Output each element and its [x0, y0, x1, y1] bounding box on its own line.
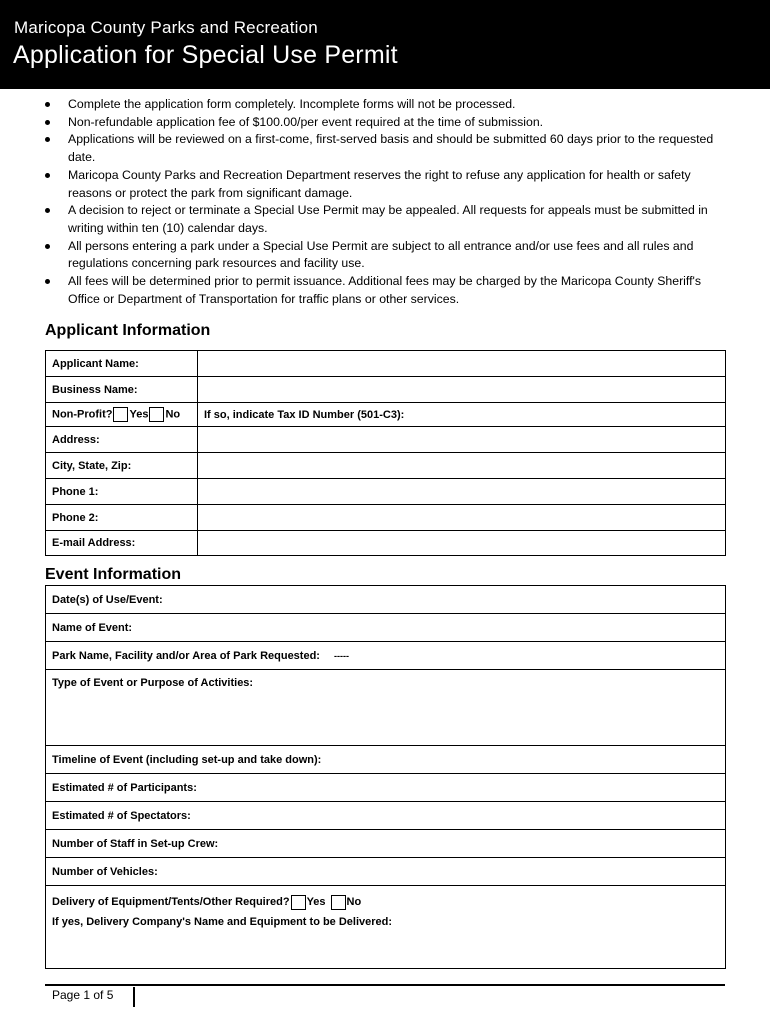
phone2-field[interactable] — [198, 505, 726, 531]
email-label: E-mail Address: — [46, 531, 198, 556]
delivery-yes-checkbox[interactable] — [291, 895, 306, 910]
timeline-label: Timeline of Event (including set-up and take down): — [52, 753, 322, 766]
table-row — [46, 642, 726, 670]
bullet-icon — [45, 120, 50, 125]
event-name-label: Name of Event: — [52, 621, 133, 634]
delivery-company-label[interactable]: If yes, Delivery Company's Name and Equipment to be Delivered: — [52, 916, 393, 928]
footer-bar — [133, 987, 135, 1007]
park-requested-label: Park Name, Facility and/or Area of Park Requested: — [52, 649, 320, 662]
spectators-field[interactable] — [46, 802, 726, 830]
event-table — [45, 585, 726, 969]
table-row — [46, 858, 726, 886]
table-row — [46, 830, 726, 858]
page-header — [0, 0, 770, 89]
non-profit-label: Non-Profit? — [52, 408, 113, 421]
non-profit-yes-checkbox[interactable] — [113, 407, 128, 422]
event-type-label: Type of Event or Purpose of Activities: — [52, 677, 254, 689]
non-profit-yes-label: Yes — [129, 408, 149, 421]
park-requested-value: ----- — [333, 650, 349, 661]
page-number: Page 1 of 5 — [52, 988, 114, 1002]
phone1-label: Phone 1: — [46, 479, 198, 505]
applicant-table — [45, 350, 726, 556]
delivery-field — [46, 886, 726, 969]
applicant-section-title: Applicant Information — [45, 322, 211, 339]
table-row — [46, 774, 726, 802]
delivery-label: Delivery of Equipment/Tents/Other Required? — [52, 896, 290, 909]
instruction-item: A decision to reject or terminate a Special Use Permit may be appealed. All requests for appeals must be submitted in writing within ten (10) calendar days. — [0, 202, 730, 237]
instruction-item: All persons entering a park under a Special Use Permit are subject to all entrance and/or use fees and all rules and regulations concerning park resources and facility use. — [0, 238, 730, 273]
table-row — [46, 746, 726, 774]
non-profit-no-checkbox[interactable] — [149, 407, 164, 422]
page-title: Application for Special Use Permit — [13, 41, 398, 69]
org-name: Maricopa County Parks and Recreation — [14, 18, 318, 37]
table-row — [46, 403, 726, 427]
spectators-label: Estimated # of Spectators: — [52, 809, 191, 822]
event-section-title: Event Information — [45, 566, 182, 583]
table-row — [46, 586, 726, 614]
delivery-no-checkbox[interactable] — [331, 895, 346, 910]
event-dates-label: Date(s) of Use/Event: — [52, 593, 163, 606]
bullet-icon — [45, 244, 50, 249]
table-row — [46, 427, 726, 453]
vehicles-label: Number of Vehicles: — [52, 865, 158, 878]
table-row — [46, 505, 726, 531]
bullet-icon — [45, 208, 50, 213]
tax-id-label: If so, indicate Tax ID Number (501-C3): — [204, 408, 405, 421]
instruction-item: Applications will be reviewed on a first-come, first-served basis and should be submitted 60 days prior to the requested date. — [0, 131, 730, 166]
staff-field[interactable] — [46, 830, 726, 858]
email-field[interactable] — [198, 531, 726, 556]
table-row — [46, 479, 726, 505]
timeline-field[interactable] — [46, 746, 726, 774]
address-field[interactable] — [198, 427, 726, 453]
bullet-icon — [45, 279, 50, 284]
phone1-field[interactable] — [198, 479, 726, 505]
participants-label: Estimated # of Participants: — [52, 781, 197, 794]
delivery-yes-label: Yes — [306, 896, 326, 909]
instruction-item: Complete the application form completely. Incomplete forms will not be processed. — [0, 96, 730, 114]
business-name-field[interactable] — [198, 377, 726, 403]
table-row — [46, 351, 726, 377]
address-label: Address: — [46, 427, 198, 453]
table-row — [46, 453, 726, 479]
staff-label: Number of Staff in Set-up Crew: — [52, 837, 219, 850]
instructions-list — [0, 96, 730, 308]
table-row — [46, 670, 726, 746]
city-state-zip-field[interactable] — [198, 453, 726, 479]
tax-id-field[interactable] — [198, 403, 726, 427]
non-profit-no-label: No — [165, 408, 181, 421]
applicant-name-field[interactable] — [198, 351, 726, 377]
event-type-field[interactable] — [46, 670, 726, 746]
instruction-item: Maricopa County Parks and Recreation Department reserves the right to refuse any application for health or safety reasons or protect the park from significant damage. — [0, 167, 730, 202]
table-row — [46, 614, 726, 642]
applicant-name-label: Applicant Name: — [46, 351, 198, 377]
business-name-label: Business Name: — [46, 377, 198, 403]
instruction-item: All fees will be determined prior to permit issuance. Additional fees may be charged by the Maricopa County Sheriff's Office or Department of Transportation for traffic plans or other services. — [0, 273, 730, 308]
vehicles-field[interactable] — [46, 858, 726, 886]
table-row — [46, 531, 726, 556]
park-requested-field[interactable] — [46, 642, 726, 670]
table-row — [46, 886, 726, 969]
city-state-zip-label: City, State, Zip: — [46, 453, 198, 479]
footer-divider — [45, 984, 725, 986]
bullet-icon — [45, 173, 50, 178]
bullet-icon — [45, 102, 50, 107]
phone2-label: Phone 2: — [46, 505, 198, 531]
table-row — [46, 802, 726, 830]
non-profit-cell — [46, 403, 198, 427]
event-name-field[interactable] — [46, 614, 726, 642]
bullet-icon — [45, 137, 50, 142]
delivery-no-label: No — [346, 896, 362, 909]
event-dates-field[interactable] — [46, 586, 726, 614]
delivery-question — [52, 893, 719, 911]
instruction-item: Non-refundable application fee of $100.00/per event required at the time of submission. — [0, 114, 730, 132]
participants-field[interactable] — [46, 774, 726, 802]
table-row — [46, 377, 726, 403]
